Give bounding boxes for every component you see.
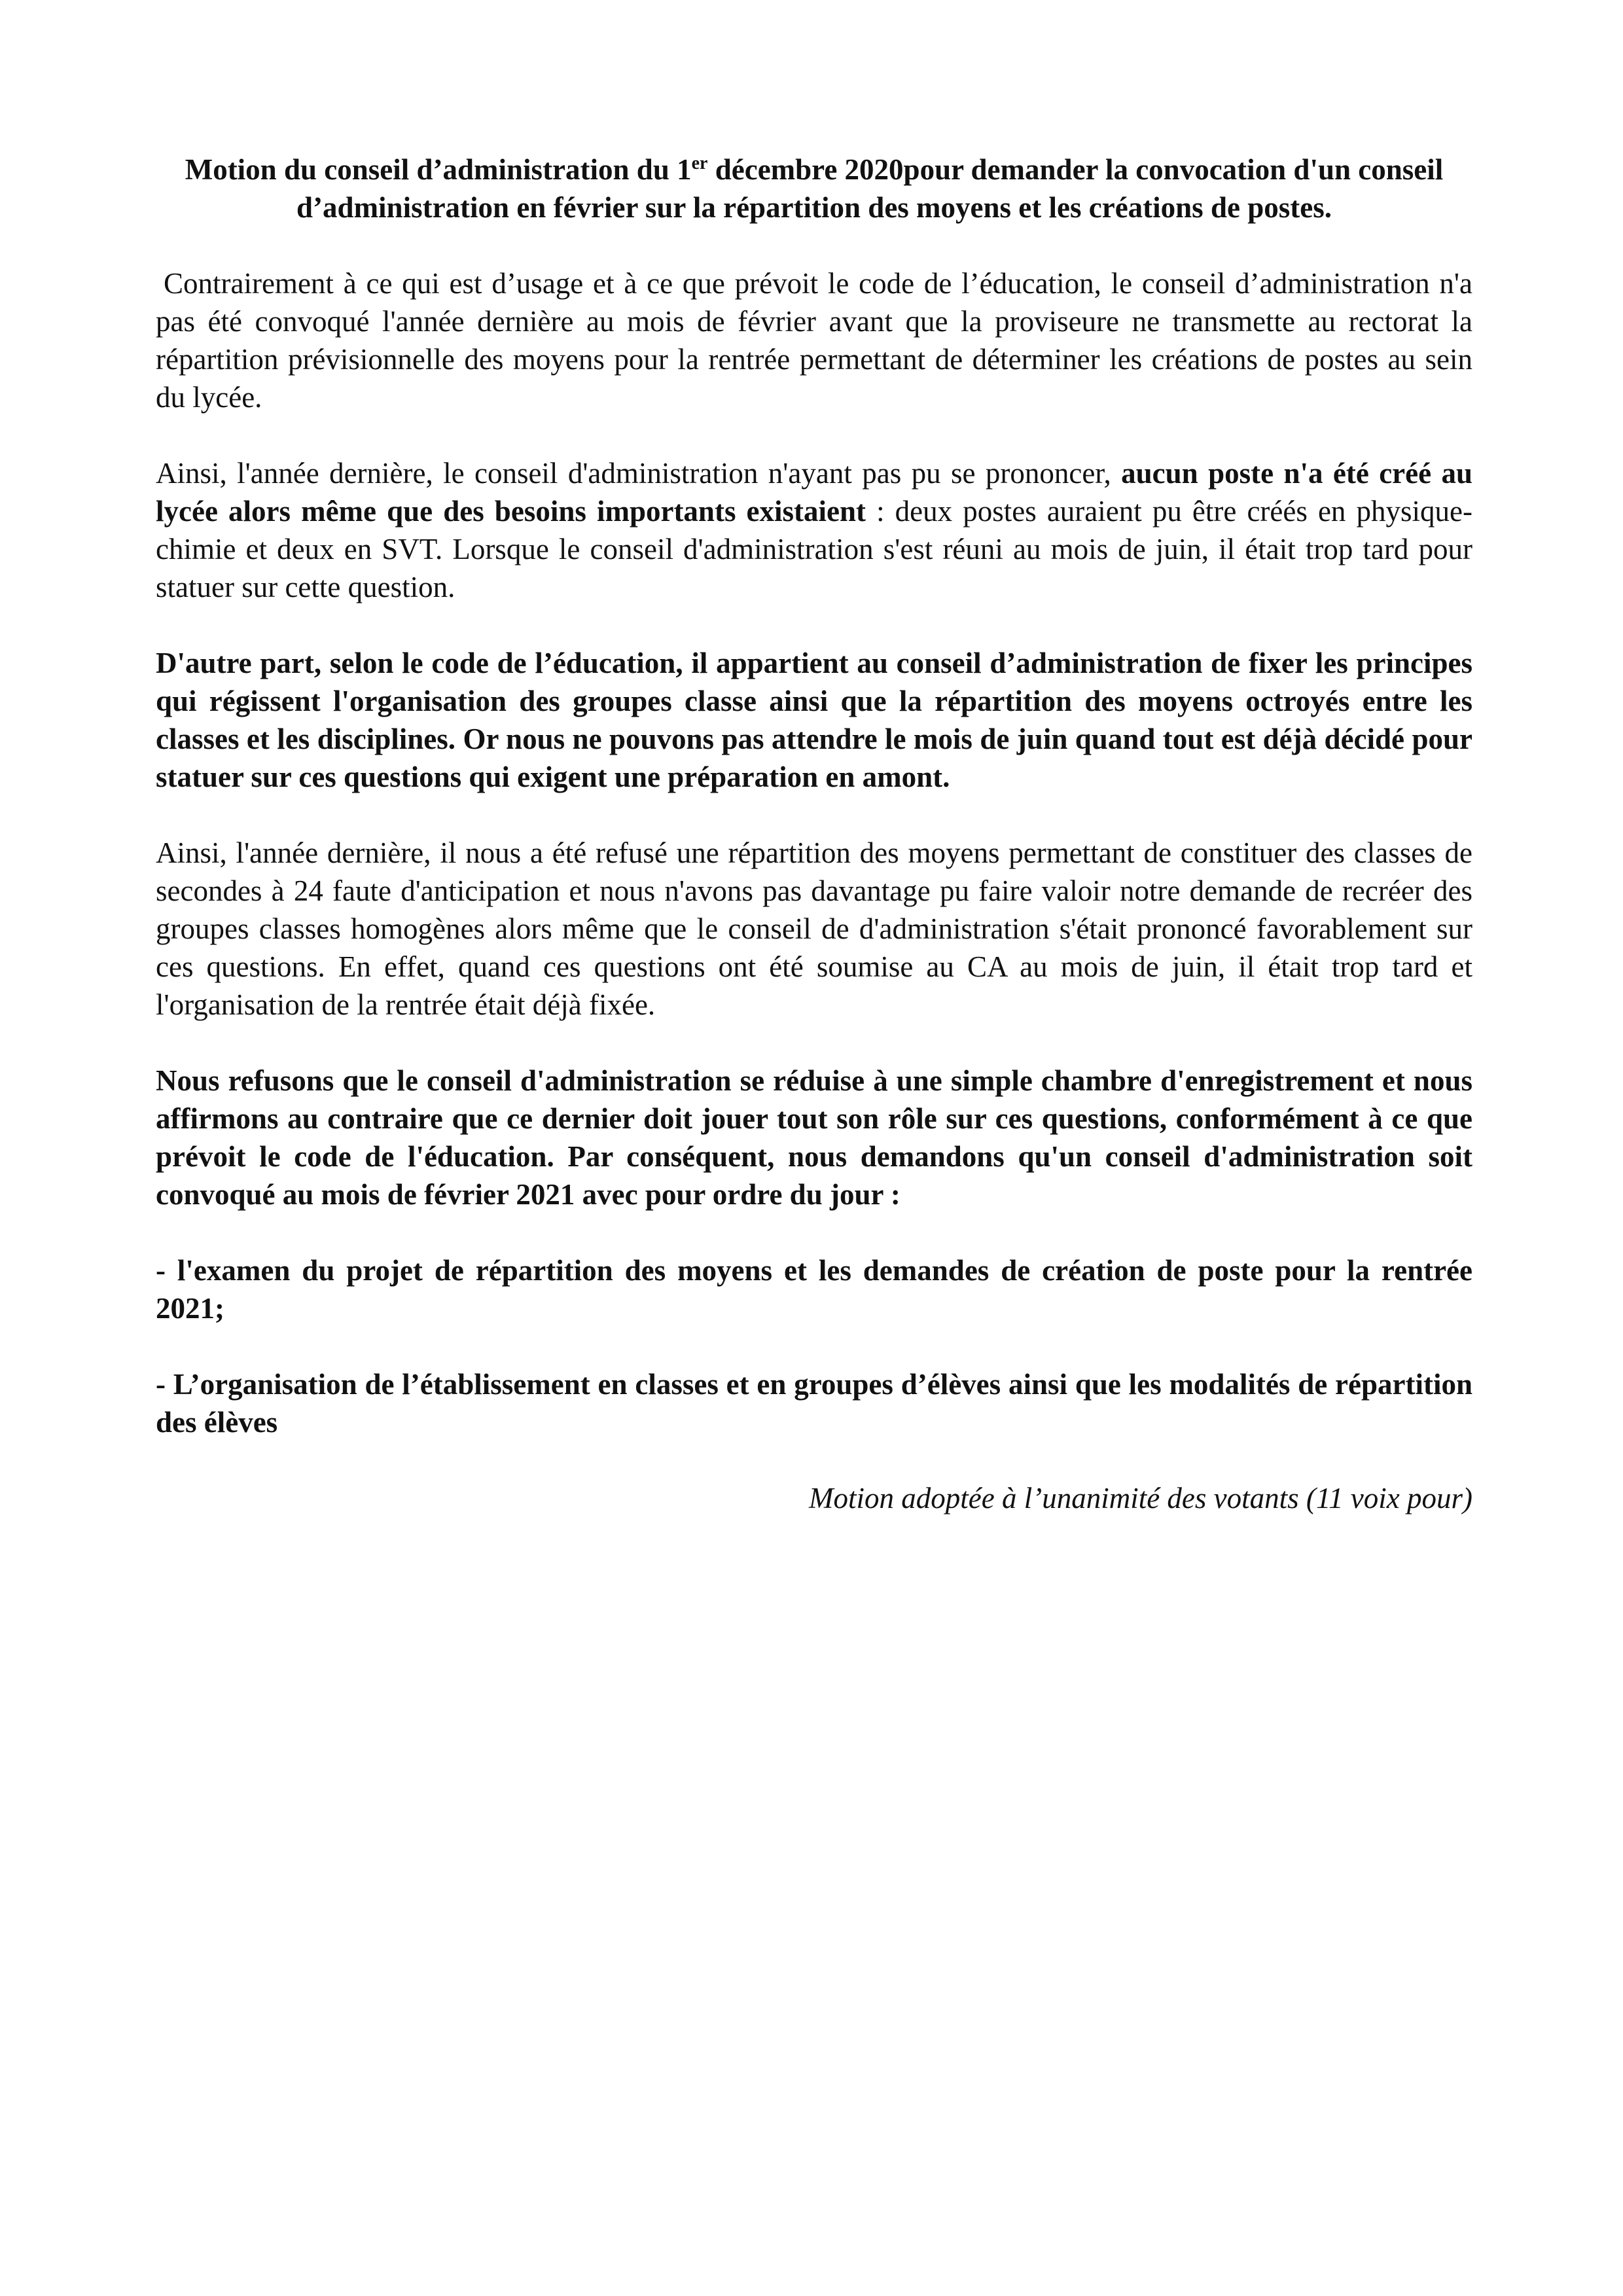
title-prefix: Motion du conseil d’administration du 1 [185, 153, 692, 186]
title-superscript: er [691, 153, 708, 173]
paragraph-5: Nous refusons que le conseil d'administration se réduise à une simple chambre d'enregistrement et nous affirmons au contraire que ce dernier doit jouer tout son rôle sur ces questions, conformément à ce que prévoit le code de l'éducation. Par conséquent, nous demandons qu'un conseil d'administration soit convoqué au mois de février 2021 avec pour ordre du jour : [156, 1064, 1472, 1211]
motion-result: Motion adoptée à l’unanimité des votants (11 voix pour) [809, 1482, 1472, 1515]
document-page [156, 151, 1472, 1517]
agenda-item-1: - l'examen du projet de répartition des moyens et les demandes de création de poste pour la rentrée 2021; [156, 1254, 1472, 1325]
paragraph-3: D'autre part, selon le code de l’éducation, il appartient au conseil d’administration de fixer les principes qui régissent l'organisation des groupes classe ainsi que la répartition des moyens octroyés entre les classes et les disciplines. Or nous ne pouvons pas attendre le mois de juin quand tout est déjà décidé pour statuer sur ces questions qui exigent une préparation en amont. [156, 647, 1472, 793]
title-suffix: décembre 2020pour demander la convocation d'un conseil d’administration en février sur la répartition des moyens et les créations de postes. [296, 153, 1444, 224]
paragraph-2-bold: aucun poste n'a été créé au lycée alors même que des besoins importants existaient [156, 457, 1472, 528]
paragraph-1: Contrairement à ce qui est d’usage et à ce que prévoit le code de l’éducation, le conseil d’administration n'a pas été convoqué l'année dernière au mois de février avant que la proviseure ne transmette au rectorat la répartition prévisionnelle des moyens pour la rentrée permettant de déterminer les créations de postes au sein du lycée. [156, 267, 1472, 414]
agenda-item-2: - L’organisation de l’établissement en classes et en groupes d’élèves ainsi que les modalités de répartition des élèves [156, 1368, 1472, 1439]
paragraph-2-start: Ainsi, l'année dernière, le conseil d'administration n'ayant pas pu se prononcer, [156, 457, 1122, 490]
document-title [156, 151, 1472, 226]
paragraph-4: Ainsi, l'année dernière, il nous a été refusé une répartition des moyens permettant de constituer des classes de secondes à 24 faute d'anticipation et nous n'avons pas davantage pu faire valoir notre demande de recréer des groupes classes homogènes alors même que le conseil de d'administration s'était prononcé favorablement sur ces questions. En effet, quand ces questions ont été soumise au CA au mois de juin, il était trop tard et l'organisation de la rentrée était déjà fixée. [156, 836, 1472, 1021]
paragraph-2 [156, 454, 1472, 606]
paragraph-2-end: : deux postes auraient pu être créés en physique-chimie et deux en SVT. Lorsque le conseil d'administration s'est réuni au mois de juin, il était trop tard pour statuer sur cette question. [156, 495, 1472, 603]
